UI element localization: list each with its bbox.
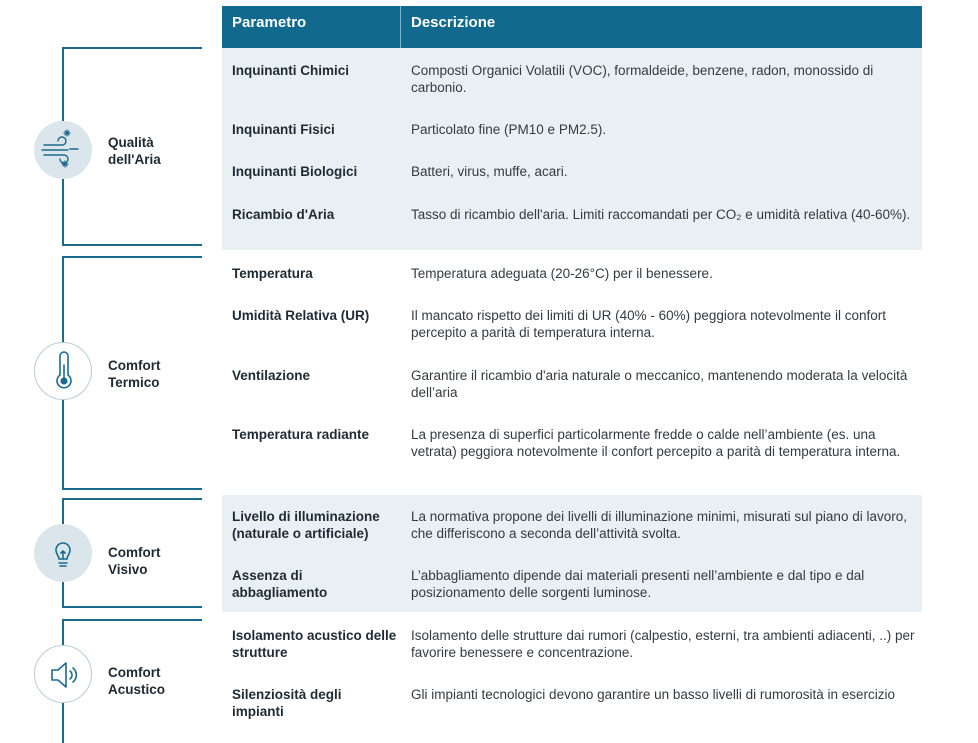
desc-cell: Isolamento delle strutture dai rumori (calpestio, esterni, tra ambienti adiacenti, ..) per favorire benessere e concentrazione. <box>411 628 915 660</box>
category-label-comfort-acustico <box>108 664 165 698</box>
desc-cell: Particolato fine (PM10 e PM2.5). <box>411 122 607 137</box>
desc-cell: Tasso di ricambio dell'aria. Limiti raccomandati per CO₂ e umidità relativa (40-60%). <box>411 207 911 222</box>
speaker-icon <box>34 645 92 703</box>
desc-cell: Temperatura adeguata (20-26°C) per il benessere. <box>411 266 713 281</box>
param-cell: Umidità Relativa (UR) <box>232 308 370 323</box>
category-line2: Visivo <box>108 562 148 577</box>
param-cell: Isolamento acustico delle strutture <box>232 628 397 660</box>
desc-cell: Composti Organici Volatili (VOC), formaldeide, benzene, radon, monossido di carbonio. <box>411 63 874 95</box>
category-line1: Comfort <box>108 545 161 560</box>
category-line1: Qualità <box>108 135 154 150</box>
param-cell: Livello di illuminazione (naturale o artificiale) <box>232 509 380 541</box>
param-cell: Silenziosità degli impianti <box>232 687 342 719</box>
band-comfort-acustico <box>222 612 922 737</box>
category-label-comfort-termico <box>108 357 161 391</box>
header-descrizione: Descrizione <box>411 14 496 31</box>
desc-cell: La presenza di superfici particolarmente fredde o calde nell’ambiente (es. una vetrata) peggiora notevolmente il confort percepito a parità di temperatura interna. <box>411 427 901 459</box>
desc-cell: L’abbagliamento dipende dai materiali presenti nell’ambiente e dal tipo e dal posizionamento delle sorgenti luminose. <box>411 568 865 600</box>
category-label-qualita-aria <box>108 134 161 168</box>
band-comfort-termico <box>222 250 922 495</box>
band-qualita-aria <box>222 48 922 250</box>
thermometer-icon <box>34 342 92 400</box>
lightbulb-icon <box>34 524 92 582</box>
param-cell: Assenza di abbagliamento <box>232 568 328 600</box>
category-label-comfort-visivo <box>108 544 161 578</box>
category-line2: dell'Aria <box>108 152 161 167</box>
category-line2: Termico <box>108 375 160 390</box>
desc-cell: Gli impianti tecnologici devono garantire un basso livelli di rumorosità in esercizio <box>411 687 895 702</box>
param-cell: Ricambio d'Aria <box>232 207 335 222</box>
desc-cell: La normativa propone dei livelli di illuminazione minimi, misurati sul piano di lavoro, che differiscono a seconda dell’attività svolta. <box>411 509 907 541</box>
param-cell: Temperatura <box>232 266 313 281</box>
param-cell: Temperatura radiante <box>232 427 370 442</box>
header-parametro: Parametro <box>232 14 307 31</box>
param-cell: Ventilazione <box>232 368 311 383</box>
param-cell: Inquinanti Fisici <box>232 122 335 137</box>
desc-cell: Batteri, virus, muffe, acari. <box>411 164 568 179</box>
param-cell: Inquinanti Chimici <box>232 63 349 78</box>
param-cell: Inquinanti Biologici <box>232 164 358 179</box>
category-line1: Comfort <box>108 665 161 680</box>
table-header <box>222 6 922 48</box>
air-quality-icon <box>34 121 92 179</box>
desc-cell: Il mancato rispetto dei limiti di UR (40% - 60%) peggiora notevolmente il confort percepito a parità di temperatura interna. <box>411 308 886 340</box>
header-separator <box>400 6 401 48</box>
band-comfort-visivo <box>222 495 922 612</box>
category-line2: Acustico <box>108 682 166 697</box>
category-line1: Comfort <box>108 358 161 373</box>
desc-cell: Garantire il ricambio d'aria naturale o meccanico, mantenendo moderata la velocità dell’aria <box>411 368 908 400</box>
